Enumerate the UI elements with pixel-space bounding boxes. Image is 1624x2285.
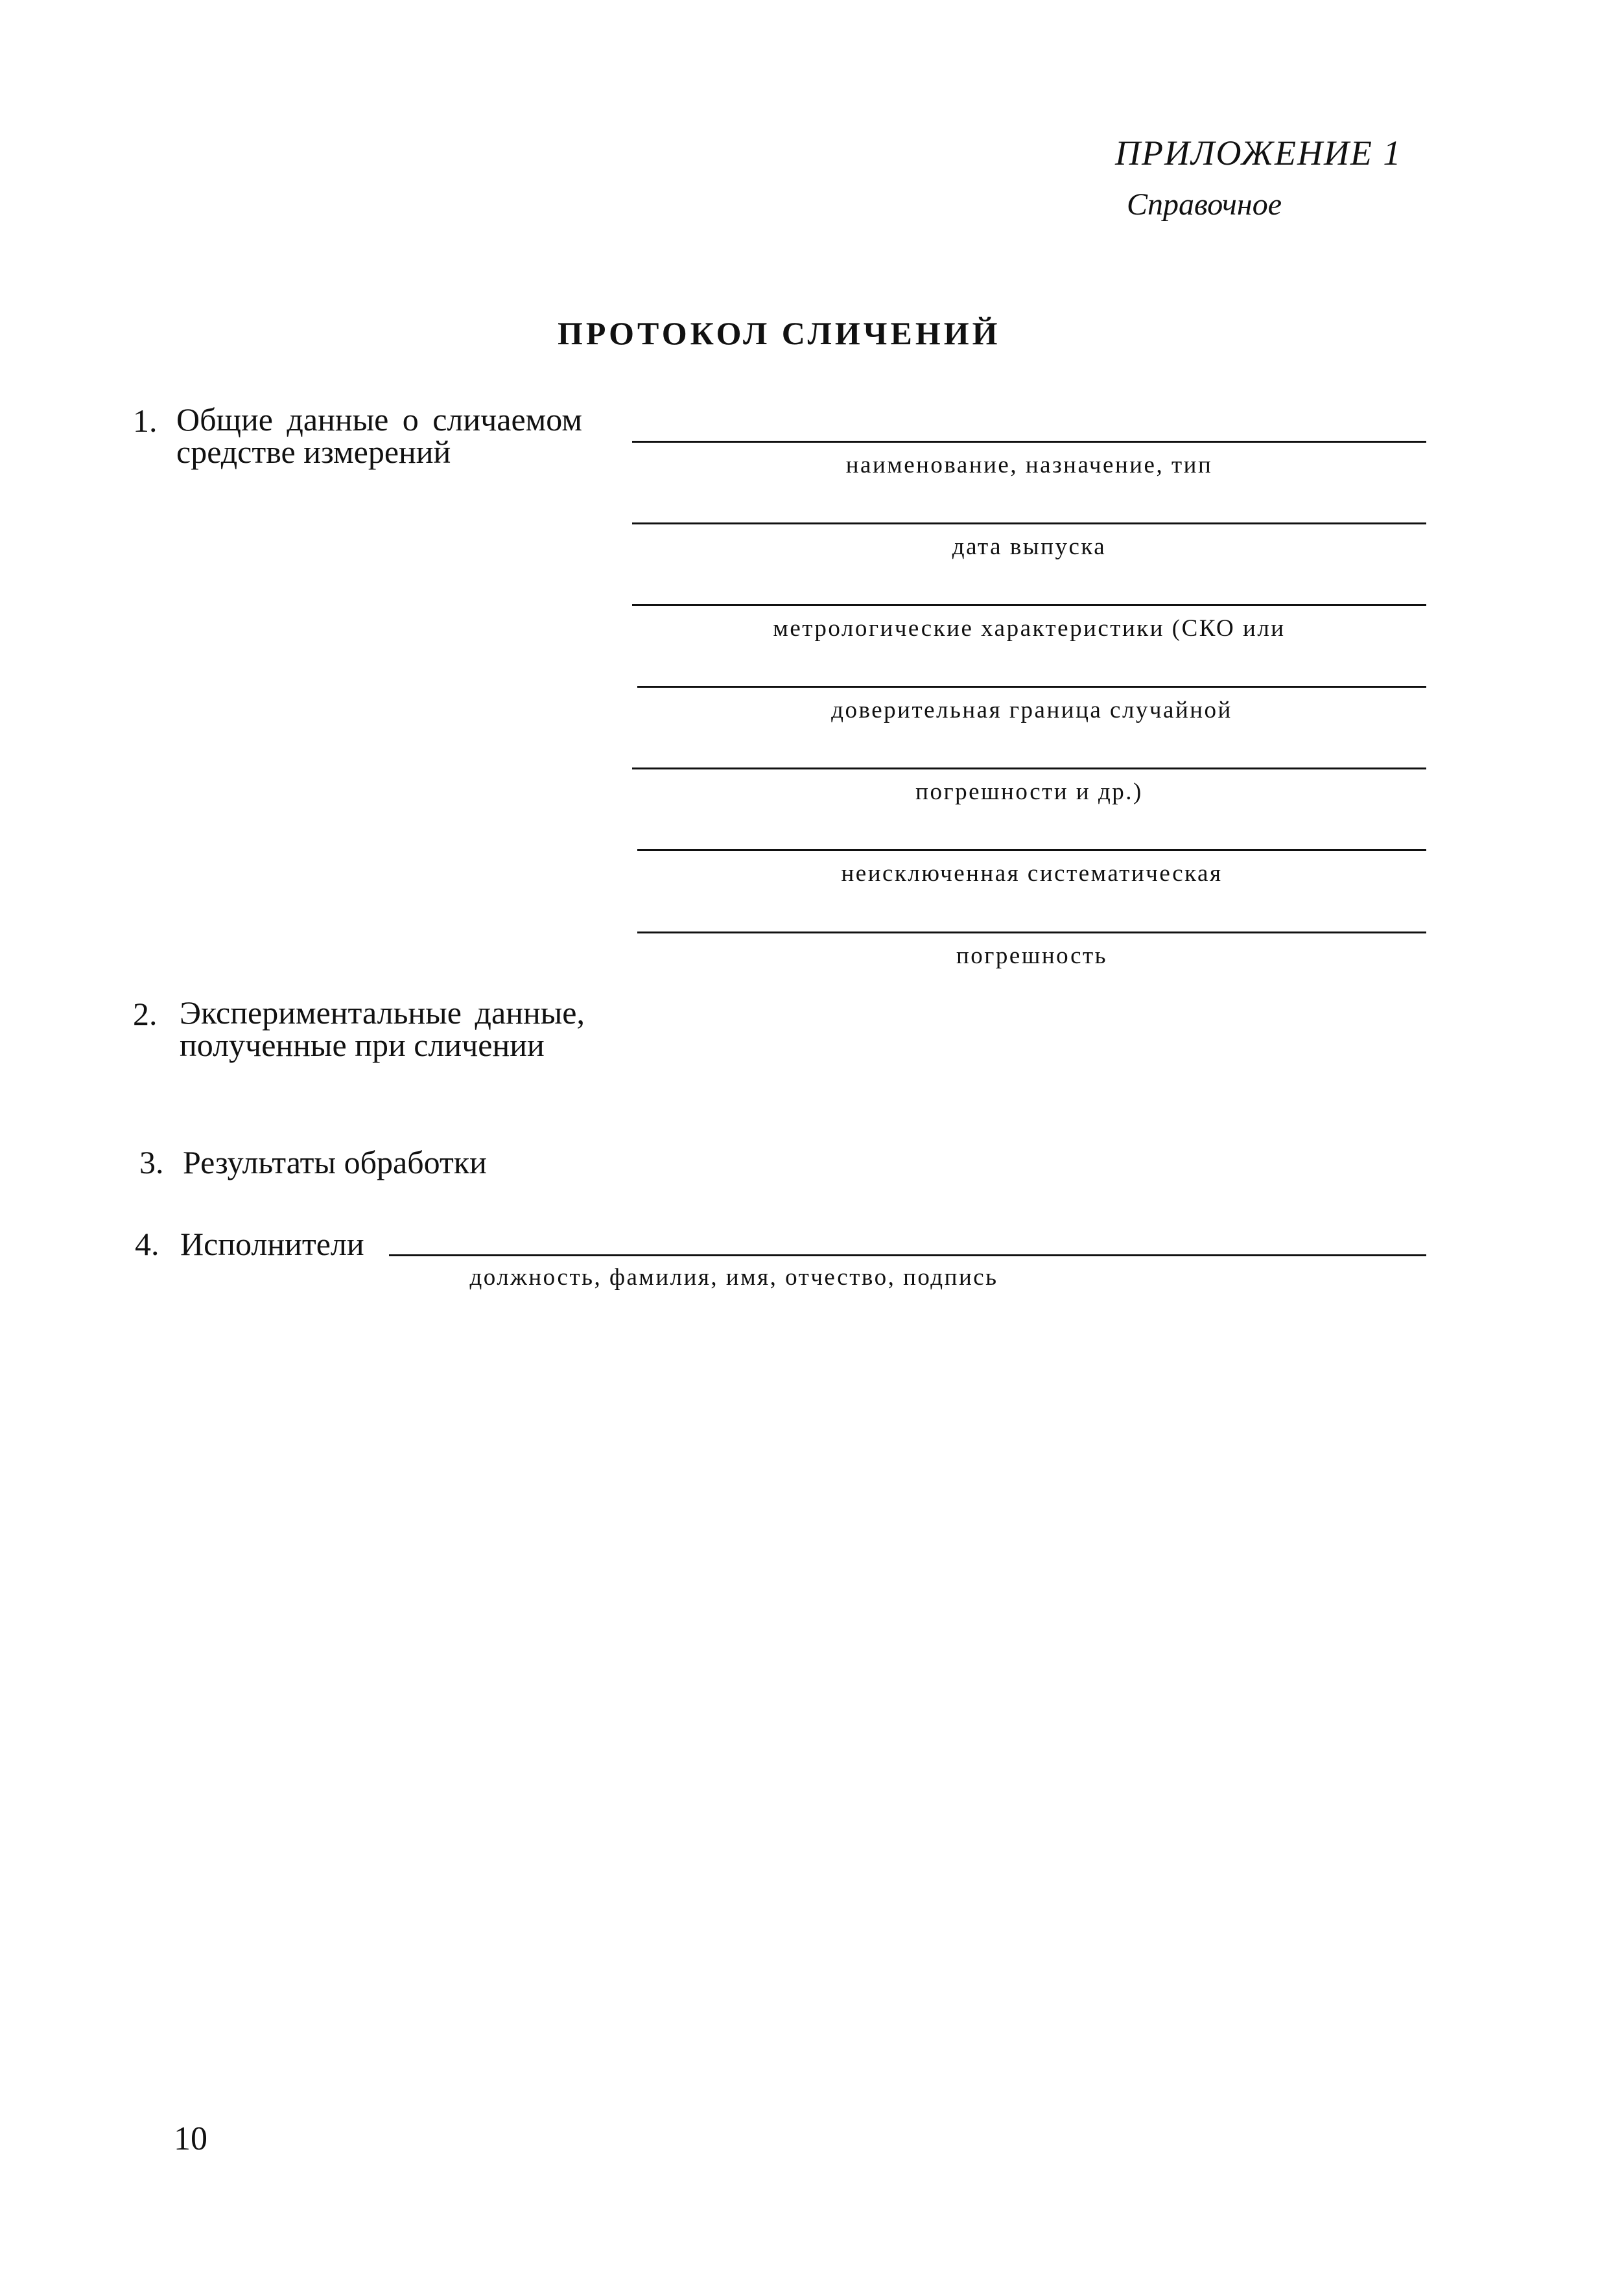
- field-caption: доверительная граница случайной: [831, 697, 1232, 723]
- appendix-subtitle: Справочное: [1127, 187, 1282, 222]
- section-4-number: 4.: [135, 1226, 159, 1262]
- field-caption: дата выпуска: [952, 533, 1107, 560]
- field-line: [632, 522, 1426, 524]
- field-line: [389, 1254, 1426, 1256]
- field-caption: наименование, назначение, тип: [845, 452, 1213, 478]
- field-caption: метрологические характеристики (СКО или: [773, 615, 1286, 642]
- field-line: [632, 768, 1426, 769]
- appendix-title: ПРИЛОЖЕНИЕ 1: [1115, 134, 1402, 172]
- section-3-text: Результаты обработки: [183, 1144, 487, 1180]
- section-2-number: 2.: [133, 996, 158, 1032]
- section-4-text: Исполнители: [180, 1226, 364, 1262]
- section-3-number: 3.: [139, 1144, 164, 1180]
- page-number: 10: [174, 2120, 207, 2157]
- field-caption: неисключенная систематическая: [841, 860, 1223, 887]
- field-caption: должность, фамилия, имя, отчество, подпись: [469, 1264, 998, 1291]
- field-caption: погрешности и др.): [915, 779, 1143, 805]
- field-line: [632, 441, 1426, 443]
- field-caption: погрешность: [956, 943, 1108, 969]
- section-1-text: Общие данные о сличаемом средстве измерений: [176, 401, 582, 470]
- section-1-number: 1.: [133, 403, 158, 439]
- field-line: [637, 686, 1426, 688]
- field-line: [637, 849, 1426, 851]
- field-line: [632, 604, 1426, 606]
- section-2-text: Экспериментальные данные, полученные при сличении: [180, 994, 585, 1063]
- document-title: ПРОТОКОЛ СЛИЧЕНИЙ: [558, 315, 1001, 351]
- field-line: [637, 932, 1426, 933]
